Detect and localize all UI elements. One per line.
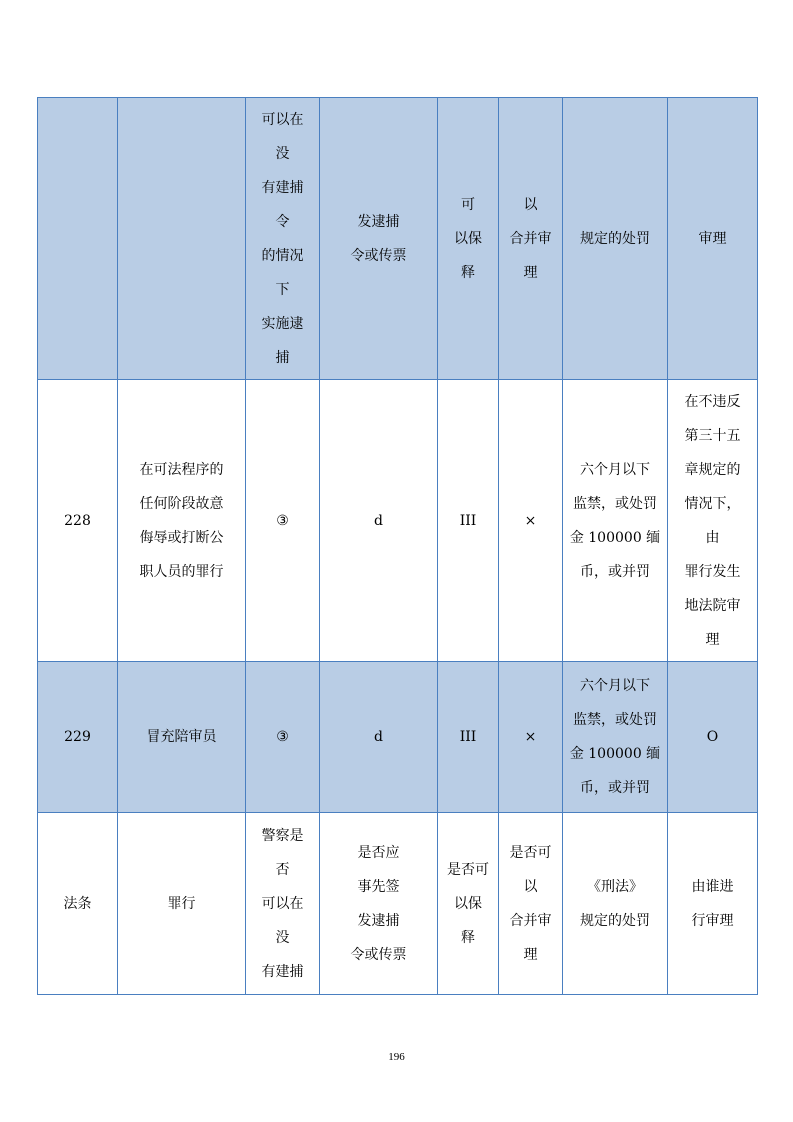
text-line: 没: [275, 929, 290, 946]
header-cell-joint-trial: [499, 98, 563, 380]
label-warrant: [320, 813, 438, 995]
header-cell-warrant: [320, 98, 438, 380]
text-line: 六个月以下: [580, 678, 650, 694]
court-cell: [668, 662, 758, 813]
text-line: 由: [705, 529, 720, 546]
table-row-228: [38, 380, 758, 662]
header-cell-arrest: [246, 98, 320, 380]
text-line: 没: [275, 145, 290, 162]
text-line: 的情况: [261, 247, 304, 264]
header-row: [38, 98, 758, 380]
text-line: 章规定的: [684, 461, 741, 478]
article-number: 228: [38, 380, 118, 662]
text-line: 金 100000 缅: [569, 746, 661, 762]
text-line: 以保: [454, 895, 482, 912]
text-line: 令: [275, 213, 290, 230]
text-line: 情况下，: [684, 495, 741, 512]
header-cell-article: [38, 98, 118, 380]
text-line: 捕: [275, 349, 290, 366]
label-penalty: [563, 813, 668, 995]
label-court: [668, 813, 758, 995]
arrest-symbol: ③: [246, 662, 320, 813]
text-line: 金 100000 缅: [569, 529, 661, 546]
text-line: 第三十五: [684, 427, 741, 444]
text-line: 理: [705, 631, 720, 648]
text-line: 六个月以下: [580, 461, 650, 478]
penalty-cell: [563, 662, 668, 813]
label-bail: [438, 813, 499, 995]
text-line: 职人员的罪行: [139, 563, 224, 580]
text-line: 否: [275, 861, 290, 878]
text-line: 币，或并罚: [580, 563, 650, 580]
text-line: 可以在: [261, 895, 304, 912]
text-line: 实施逮: [261, 315, 304, 332]
text-line: 规定的处罚: [580, 912, 650, 929]
warrant-symbol: d: [320, 662, 438, 813]
text-line: 释: [461, 264, 475, 281]
text-line: 冒充陪审员: [146, 729, 217, 745]
text-line: 是否应: [357, 844, 400, 861]
text-line: 规定的处罚: [580, 230, 650, 247]
offence-cell: [118, 380, 246, 662]
label-offence: 罪行: [118, 813, 246, 995]
text-line: 发逮捕: [357, 213, 400, 230]
bail-symbol: III: [438, 380, 499, 662]
text-line: 以: [523, 878, 538, 895]
text-line: O: [706, 729, 719, 745]
text-line: 以: [523, 196, 538, 213]
table-row-229: [38, 662, 758, 813]
text-line: 地法院审: [684, 597, 741, 614]
text-line: 理: [523, 264, 538, 281]
criminal-code-table: [37, 97, 758, 995]
text-line: 在不违反: [684, 393, 741, 410]
court-cell: [668, 380, 758, 662]
header-cell-offence: [118, 98, 246, 380]
text-line: 币，或并罚: [580, 780, 650, 796]
label-article: 法条: [38, 813, 118, 995]
text-line: 释: [461, 929, 475, 946]
text-line: 下: [275, 281, 290, 298]
text-line: 合并审: [509, 230, 552, 247]
header-cell-bail: [438, 98, 499, 380]
header-cell-penalty: [563, 98, 668, 380]
text-line: 有建捕: [261, 179, 304, 196]
joint-trial-symbol: ×: [499, 380, 563, 662]
text-line: 由谁进: [691, 878, 734, 895]
text-line: 有建捕: [261, 963, 304, 980]
text-line: 行审理: [691, 912, 734, 929]
joint-trial-symbol: ×: [499, 662, 563, 813]
text-line: 事先签: [357, 878, 400, 895]
article-number: 229: [38, 662, 118, 813]
text-line: 任何阶段故意: [139, 495, 224, 512]
text-line: 令或传票: [350, 247, 407, 264]
text-line: 是否可: [447, 861, 489, 878]
arrest-symbol: ③: [246, 380, 320, 662]
bail-symbol: III: [438, 662, 499, 813]
text-line: 合并审: [509, 912, 552, 929]
text-line: 发逮捕: [357, 912, 400, 929]
page-number: 196: [388, 1051, 405, 1063]
offence-cell: [118, 662, 246, 813]
text-line: 理: [523, 946, 538, 963]
warrant-symbol: d: [320, 380, 438, 662]
column-label-row: [38, 813, 758, 995]
label-joint-trial: [499, 813, 563, 995]
text-line: 《刑法》: [587, 878, 643, 895]
text-line: 监禁，或处罚: [573, 712, 657, 728]
text-line: 监禁，或处罚: [573, 495, 657, 512]
text-line: 可以在: [261, 111, 304, 128]
text-line: 可: [461, 196, 475, 213]
text-line: 警察是: [261, 827, 304, 844]
text-line: 审理: [698, 230, 727, 247]
text-line: 罪行发生: [684, 563, 741, 580]
text-line: 是否可: [509, 844, 552, 861]
text-line: 在可法程序的: [139, 461, 224, 478]
text-line: 侮辱或打断公: [139, 529, 224, 546]
text-line: 以保: [454, 230, 482, 247]
text-line: 令或传票: [350, 946, 407, 963]
header-cell-court: [668, 98, 758, 380]
label-arrest: [246, 813, 320, 995]
penalty-cell: [563, 380, 668, 662]
